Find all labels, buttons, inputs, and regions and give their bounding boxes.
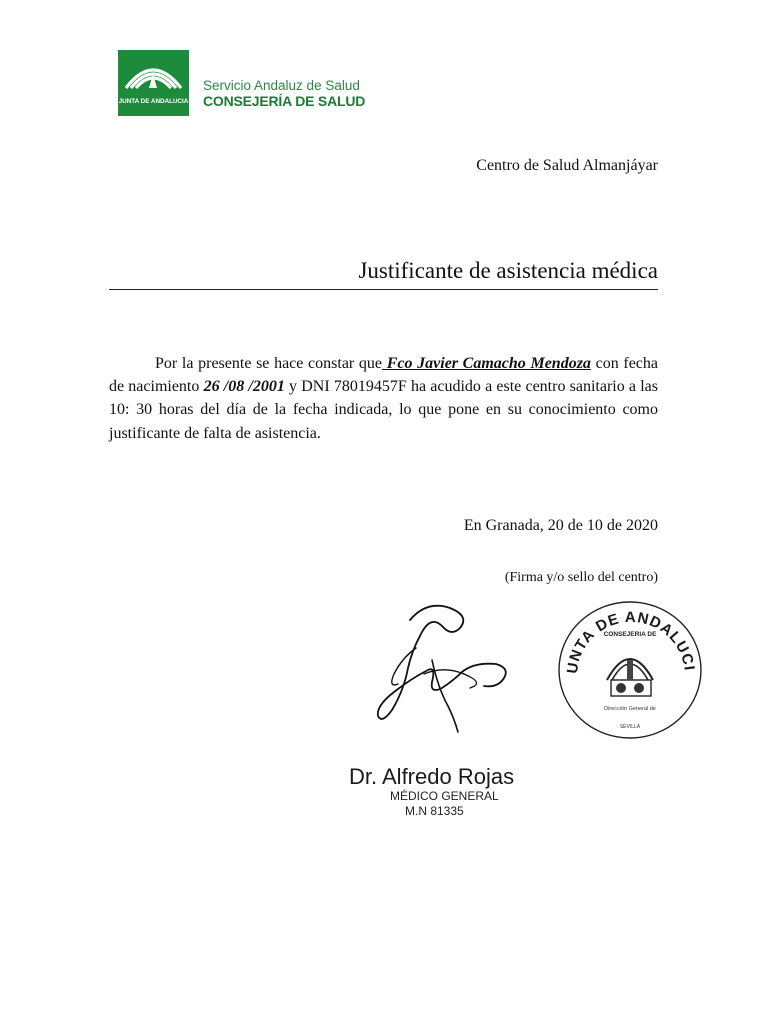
body-birth-prefix: con fecha de nacimiento [109,355,659,396]
document-title: Justificante de asistencia médica [358,258,658,283]
body-intro: Por la presente se hace constar que [155,355,383,372]
logo-department-name: CONSEJERÍA DE SALUD [203,93,366,109]
junta-logo [118,50,189,116]
birth-date: 26 /08 /2001 [203,378,285,396]
signature-hint: (Firma y/o sello del centro) [504,570,658,585]
stamp-inner-top: CONSEJERIA DE [603,631,657,638]
stamp-seal-icon [555,598,705,743]
stamp-inner-bottom: Dirección General de [604,706,656,712]
logo-service-name: Servicio Andaluz de Salud [203,78,360,93]
body-details: y DNI 78019457F ha acudido a este centro sanitario a las 10: 30 horas del día de la fecha indicada, lo que pone en su conocimiento como justificante de falta de asistencia. [109,378,658,442]
signature-icon [372,598,522,738]
official-stamp [555,598,705,748]
place-and-date: En Granada, 20 de 10 de 2020 [463,517,658,534]
patient-name: Fco Javier Camacho Mendoza [382,355,591,372]
doctor-name: Dr. Alfredo Rojas [349,764,515,789]
stamp-city: SEVILLA [619,724,641,730]
health-center-name: Centro de Salud Almanjáyar [476,157,658,174]
handwritten-signature [372,598,522,743]
junta-arch-icon [118,50,189,116]
title-divider [109,289,658,290]
certificate-body [109,352,658,445]
logo-emblem-text: JUNTA DE ANDALUCIA [118,98,189,105]
doctor-role: MÉDICO GENERAL [390,789,499,803]
doctor-license-number: M.N 81335 [405,804,464,818]
stamp-outer-text: UNTA DE ANDALUCI [563,608,698,675]
